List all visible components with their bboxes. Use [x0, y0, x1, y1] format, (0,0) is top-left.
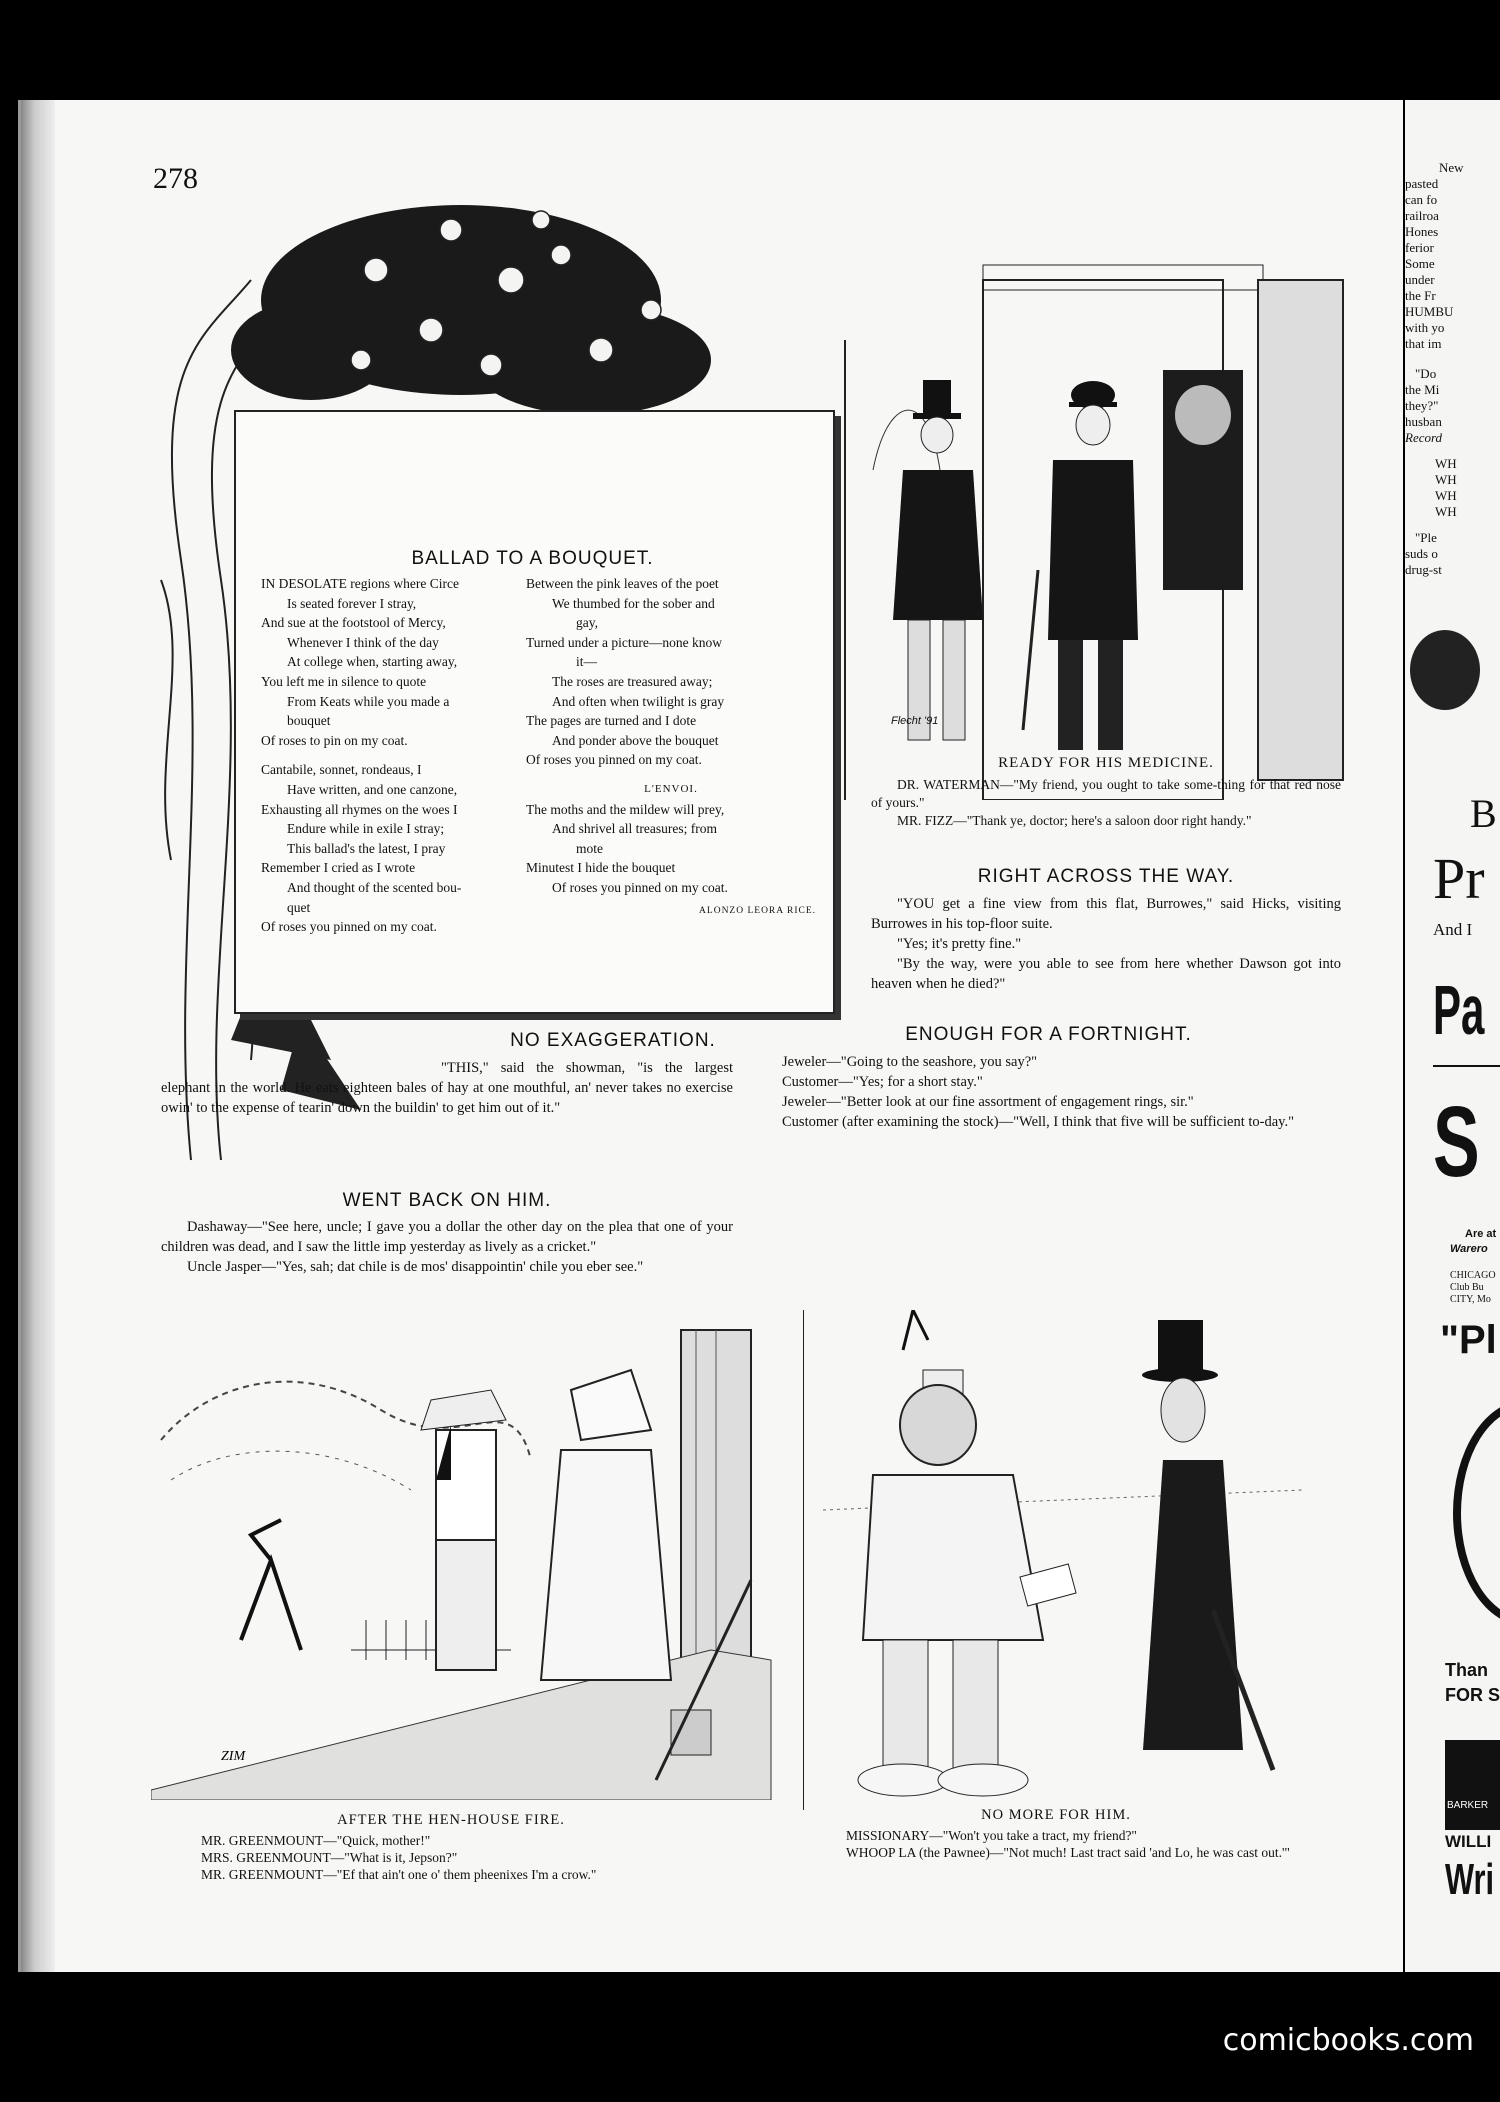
artist-signature: Flecht '91 — [891, 715, 939, 727]
page-number: 278 — [153, 162, 198, 195]
henhouse-caption: AFTER THE HEN-HOUSE FIRE. — [337, 1812, 565, 1828]
ad-rule — [1433, 1065, 1500, 1067]
fragment: CHICAGO — [1450, 1270, 1496, 1281]
ad-text: Are at — [1465, 1228, 1497, 1240]
fragment: suds o — [1405, 546, 1438, 561]
fragment: Club Bu — [1450, 1282, 1484, 1293]
poem-line: Between the pink leaves of the poet — [526, 576, 719, 591]
across-text — [871, 894, 1341, 994]
went-back-text — [161, 1217, 733, 1277]
site-watermark: comicbooks.com — [1222, 2023, 1474, 2058]
fortnight-title: ENOUGH FOR A FORTNIGHT. — [905, 1024, 1192, 1045]
adjacent-text-fragments — [1405, 160, 1464, 578]
fragment: railroa — [1405, 208, 1439, 223]
poem-line: Remember I cried as I wrote — [261, 860, 416, 876]
poem-line: Cantabile, sonnet, rondeaus, I — [261, 762, 422, 778]
poem-line: This ballad's the latest, I pray — [287, 840, 446, 856]
poem-line: We thumbed for the sober and — [552, 595, 715, 611]
poem-line: And often when twilight is gray — [552, 693, 725, 709]
fragment: husban — [1405, 414, 1442, 429]
magazine-page — [18, 100, 1403, 1972]
ballad-author: ALONZO LEORA RICE. — [699, 905, 816, 916]
paragraph: Dashaway—"See here, uncle; I gave you a dollar the other day on the plea that one of your children was dead, and I saw the little imp yesterday as lively as a cricket." — [161, 1219, 733, 1255]
medicine-illustration — [833, 170, 1345, 800]
across-title: RIGHT ACROSS THE WAY. — [977, 866, 1235, 887]
dialogue-line: Jeweler—"Going to the seashore, you say?" — [782, 1054, 1038, 1070]
ballad-column-1 — [261, 574, 541, 937]
fragment: WH — [1435, 504, 1457, 519]
fragment: WH — [1435, 456, 1457, 471]
henhouse-fire-illustration — [151, 1320, 781, 1800]
poem-line: gay, — [576, 615, 598, 631]
ballad-title: BALLAD TO A BOUQUET. — [411, 548, 654, 569]
poem-line: From Keats while you made a — [287, 693, 450, 709]
no-more-caption: NO MORE FOR HIM. — [981, 1807, 1131, 1823]
fragment: HUMBU — [1405, 304, 1454, 319]
poem-line: mote — [576, 840, 603, 856]
fragment: WH — [1435, 488, 1457, 503]
ad-heading: S — [1433, 1086, 1480, 1198]
fragment: that im — [1405, 336, 1442, 351]
no-more-dialogue — [806, 1827, 1326, 1861]
dialogue-line: MR. GREENMOUNT—"Ef that ain't one o' them pheenixes I'm a crow." — [201, 1867, 597, 1882]
poem-line: it— — [576, 654, 598, 670]
paragraph: Uncle Jasper—"Yes, sah; dat chile is de mos' disappointin' chile you eber see." — [187, 1259, 644, 1275]
dialogue-line: WHOOP LA (the Pawnee)—"Not much! Last tract said 'and Lo, he was cast out.'" — [846, 1845, 1290, 1860]
poem-line: bouquet — [287, 713, 331, 729]
ad-heading: Pa — [1433, 971, 1485, 1049]
dialogue-line: Jeweler—"Better look at our fine assortment of engagement rings, sir." — [782, 1094, 1194, 1110]
fragment: ferior — [1405, 240, 1434, 255]
poem-line: quet — [287, 899, 311, 915]
poem-line: Of roses to pin on my coat. — [261, 732, 408, 748]
medicine-caption: READY FOR HIS MEDICINE. — [998, 755, 1214, 771]
ad-trademark-block — [1445, 1740, 1500, 1830]
fragment: they?" — [1405, 398, 1439, 413]
fragment: WH — [1435, 472, 1457, 487]
poem-line: Minutest I hide the bouquet — [526, 860, 676, 876]
poem-line: Of roses you pinned on my coat. — [526, 752, 702, 768]
ad-heading: "Pl — [1440, 1318, 1497, 1362]
fragment: "Ple — [1415, 530, 1437, 545]
ad-text: Than — [1445, 1660, 1488, 1680]
dialogue-line: Customer (after examining the stock)—"Well, I think that five will be sufficient to-day." — [782, 1114, 1294, 1130]
poem-line: Endure while in exile I stray; — [287, 821, 445, 837]
poem-line: You left me in silence to quote — [261, 673, 427, 689]
poem-line: Whenever I think of the day — [287, 634, 439, 650]
ad-heading: Pr — [1433, 846, 1485, 911]
poem-line: And shrivel all treasures; from — [552, 821, 717, 837]
dialogue-line: MR. GREENMOUNT—"Quick, mother!" — [201, 1833, 431, 1848]
ad-address — [1450, 1270, 1496, 1306]
page-spine — [21, 100, 55, 1972]
poem-line: And sue at the footstool of Mercy, — [261, 615, 446, 631]
exaggeration-title: NO EXAGGERATION. — [510, 1030, 716, 1051]
dialogue-line: MRS. GREENMOUNT—"What is it, Jepson?" — [201, 1850, 458, 1865]
fortnight-text — [756, 1052, 1341, 1132]
henhouse-dialogue — [201, 1832, 781, 1883]
ad-letter: B — [1470, 791, 1497, 836]
poem-line: The moths and the mildew will prey, — [526, 801, 725, 817]
dialogue-line: MISSIONARY—"Won't you take a tract, my friend?" — [846, 1828, 1137, 1843]
poem-line: Exhausting all rhymes on the woes I — [261, 801, 458, 817]
poem-line: Turned under a picture—none know — [526, 634, 722, 650]
fragment: with yo — [1405, 320, 1445, 335]
went-back-title: WENT BACK ON HIM. — [342, 1190, 552, 1211]
poem-line: Of roses you pinned on my coat. — [261, 919, 437, 935]
ad-text: WILLI — [1445, 1832, 1492, 1851]
ad-text: Warero — [1450, 1243, 1488, 1255]
exaggeration-text: "THIS," said the showman, "is the largest elephant in the world. He eats eighteen bales of hay at one mouthful, an' never takes no exercise owin' to the expense of tearin' down the buildin' to get him out of it." — [161, 1060, 733, 1116]
poem-line: At college when, starting away, — [287, 654, 458, 670]
medicine-dialogue — [871, 776, 1341, 830]
dialogue-line: Customer—"Yes; for a short stay." — [782, 1074, 983, 1090]
no-more-for-him-illustration — [803, 1310, 1323, 1810]
fragment: can fo — [1405, 192, 1438, 207]
fragment: "Do — [1415, 366, 1437, 381]
ad-emblem — [1453, 1400, 1500, 1626]
fragment: New — [1439, 160, 1464, 175]
fragment: the Fr — [1405, 288, 1436, 303]
poem-line: Have written, and one canzone, — [287, 781, 458, 797]
ad-text: FOR S — [1445, 1685, 1500, 1705]
paragraph: "By the way, were you able to see from here whether Dawson got into heaven when he died?" — [871, 956, 1341, 992]
poem-line: Of roses you pinned on my coat. — [552, 879, 728, 895]
poem-line: Is seated forever I stray, — [287, 595, 417, 611]
fragment: drug-st — [1405, 562, 1442, 577]
svg-text:ZIM: ZIM — [221, 1749, 246, 1764]
poem-line: The roses are treasured away; — [552, 673, 713, 689]
fragment: CITY, Mo — [1450, 1294, 1491, 1305]
adjacent-page-edge — [1405, 100, 1500, 1972]
fragment: Record — [1405, 430, 1443, 445]
ad-text: And I — [1433, 920, 1473, 939]
poem-line: The pages are turned and I dote — [526, 713, 697, 729]
fragment: Hones — [1405, 224, 1439, 239]
dialogue-line: MR. FIZZ—"Thank ye, doctor; here's a saloon door right handy." — [897, 813, 1252, 828]
paragraph: "YOU get a fine view from this flat, Burrowes," said Hicks, visiting Burrowes in his top-floor suite. — [871, 896, 1341, 932]
paragraph: "Yes; it's pretty fine." — [897, 936, 1022, 952]
dialogue-line: DR. WATERMAN—"My friend, you ought to take some-thing for that red nose of yours." — [871, 777, 1341, 810]
fragment: under — [1405, 272, 1435, 287]
ad-heading: Wri — [1445, 1855, 1495, 1904]
envoi-title: L'ENVOI. — [644, 782, 698, 795]
devil-face-logo — [1410, 630, 1480, 710]
ballad-column-2 — [526, 574, 816, 921]
poem-line: And ponder above the bouquet — [552, 732, 719, 748]
fragment: pasted — [1405, 176, 1439, 191]
fragment: Some — [1405, 256, 1435, 271]
poem-line: And thought of the scented bou- — [287, 879, 462, 895]
fragment: the Mi — [1405, 382, 1440, 397]
ad-text: BARKER — [1447, 1800, 1489, 1811]
poem-line: IN DESOLATE regions where Circe — [261, 576, 459, 591]
